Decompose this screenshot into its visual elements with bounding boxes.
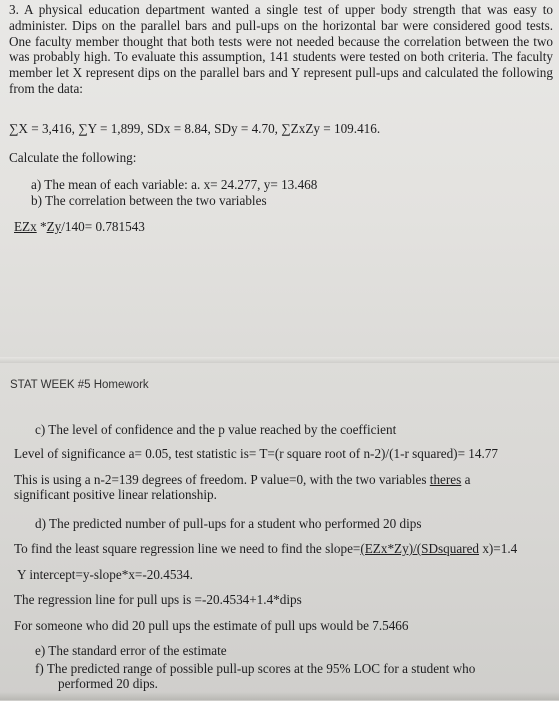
calc-heading: Calculate the following: — [9, 150, 137, 165]
item-f: f) The predicted range of possible pull-up scores at the 95% LOC for a student who — [35, 661, 476, 676]
slope-formula: (EZx*Zy)/(SDsquared — [360, 541, 480, 556]
regression-line: The regression line for pull ups is =-20.4534+1.4*dips — [14, 592, 302, 607]
slope-line — [14, 541, 517, 557]
slope-result: x)=1.4 — [479, 541, 518, 556]
theres-word: theres — [429, 472, 462, 487]
item-b: b) The correlation between the two variables — [31, 193, 267, 208]
item-f-cont: performed 20 dips. — [58, 676, 158, 691]
page-edge — [0, 692, 559, 700]
estimate-line: For someone who did 20 pull ups the estimate of pull ups would be 7.5466 — [14, 618, 409, 633]
page-divider — [0, 357, 559, 363]
homework-title: STAT WEEK #5 Homework — [10, 379, 149, 391]
correlation-result: /140= 0.781543 — [61, 219, 145, 234]
item-e: e) The standard error of the estimate — [35, 643, 227, 658]
item-d: d) The predicted number of pull-ups for a student who performed 20 dips — [35, 516, 422, 531]
df-text-end: a — [461, 472, 471, 487]
slope-text: To find the least square regression line we need to find the slope= — [14, 541, 361, 556]
ezx-term: EZx — [14, 219, 37, 234]
significance-line: Level of significance a= 0.05, test statistic is= T=(r square root of n-2)/(1-r squared)= 14.77 — [14, 446, 498, 461]
df-text: This is using a n-2=139 degrees of freedom. P value=0, with the two variables — [14, 472, 430, 487]
correlation-work — [14, 219, 145, 235]
zy-term: Zy — [46, 219, 62, 234]
multiply-sign: * — [36, 219, 47, 234]
question-text: 3. A physical education department wanted a single test of upper body strength that was easy to administer. Dips on the parallel bars and pull-ups on the horizontal bar were considered good tests. One faculty member thought that both tests were not needed because the correlation between the two was probably high. To evaluate this assumption, 141 students were tested on both criteria. The faculty member let X represent dips on the parallel bars and Y represent pull-ups and calculated the following from the data: — [9, 2, 553, 96]
df-line — [14, 472, 470, 488]
df-line-2: significant positive linear relationship. — [14, 487, 217, 502]
intercept-line: Y intercept=y-slope*x=-20.4534. — [17, 567, 193, 582]
summary-stats: ∑X = 3,416, ∑Y = 1,899, SDx = 8.84, SDy = 4.70, ∑ZxZy = 109.416. — [9, 121, 381, 136]
item-a: a) The mean of each variable: a. x= 24.277, y= 13.468 — [31, 177, 318, 192]
item-c: c) The level of confidence and the p value reached by the coefficient — [35, 422, 397, 437]
